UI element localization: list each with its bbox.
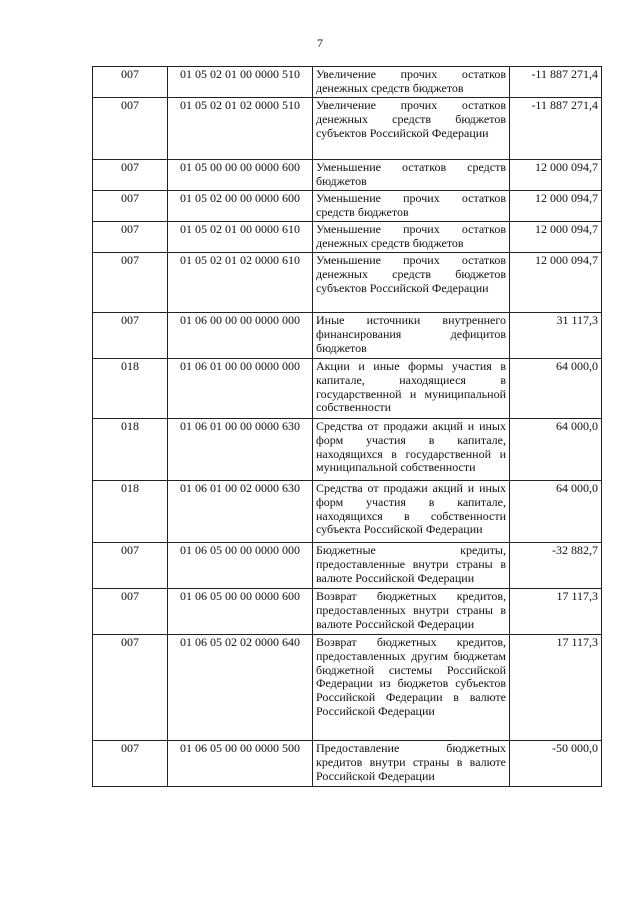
admin-code-cell: 007 xyxy=(93,741,168,787)
table-row xyxy=(93,419,602,481)
table-row xyxy=(93,67,602,98)
budget-classification-code-cell: 01 05 00 00 00 0000 600 xyxy=(168,160,313,191)
budget-classification-code-cell: 01 06 05 00 00 0000 000 xyxy=(168,543,313,589)
budget-classification-code-cell: 01 05 02 01 00 0000 610 xyxy=(168,222,313,253)
admin-code-cell: 007 xyxy=(93,253,168,313)
table-row xyxy=(93,313,602,359)
table-row xyxy=(93,359,602,419)
source-name-cell: Уменьшение прочих остатков денежных средств бюджетов субъектов Российской Федерации xyxy=(313,253,510,313)
amount-cell: 12 000 094,7 xyxy=(510,222,602,253)
admin-code-cell: 007 xyxy=(93,98,168,160)
amount-cell: -11 887 271,4 xyxy=(510,67,602,98)
source-name-cell: Увеличение прочих остатков денежных средств бюджетов xyxy=(313,67,510,98)
amount-cell: 12 000 094,7 xyxy=(510,191,602,222)
admin-code-cell: 007 xyxy=(93,313,168,359)
source-name-cell: Возврат бюджетных кредитов, предоставленных другим бюджетам бюджетной системы Российской Федерации из бюджетов субъектов Российской Федерации в валюте Российской Федерации xyxy=(313,635,510,741)
budget-classification-code-cell: 01 05 02 00 00 0000 600 xyxy=(168,191,313,222)
page-number: 7 xyxy=(317,36,323,50)
source-name-cell: Уменьшение прочих остатков денежных средств бюджетов xyxy=(313,222,510,253)
admin-code-cell: 018 xyxy=(93,419,168,481)
amount-cell: 12 000 094,7 xyxy=(510,160,602,191)
table-row xyxy=(93,222,602,253)
source-name-cell: Средства от продажи акций и иных форм участия в капитале, находящихся в собственности субъекта Российской Федерации xyxy=(313,481,510,543)
budget-classification-code-cell: 01 06 01 00 00 0000 630 xyxy=(168,419,313,481)
budget-classification-code-cell: 01 05 02 01 02 0000 610 xyxy=(168,253,313,313)
table-row xyxy=(93,253,602,313)
budget-classification-code-cell: 01 06 05 00 00 0000 600 xyxy=(168,589,313,635)
source-name-cell: Бюджетные кредиты, предоставленные внутри страны в валюте Российской Федерации xyxy=(313,543,510,589)
budget-classification-code-cell: 01 06 01 00 02 0000 630 xyxy=(168,481,313,543)
amount-cell: 64 000,0 xyxy=(510,481,602,543)
admin-code-cell: 007 xyxy=(93,589,168,635)
budget-classification-code-cell: 01 06 05 00 00 0000 500 xyxy=(168,741,313,787)
amount-cell: -32 882,7 xyxy=(510,543,602,589)
source-name-cell: Акции и иные формы участия в капитале, находящиеся в государственной и муниципальной собственности xyxy=(313,359,510,419)
source-name-cell: Иные источники внутреннего финансирования дефицитов бюджетов xyxy=(313,313,510,359)
admin-code-cell: 007 xyxy=(93,67,168,98)
admin-code-cell: 007 xyxy=(93,191,168,222)
budget-classification-code-cell: 01 06 01 00 00 0000 000 xyxy=(168,359,313,419)
source-name-cell: Возврат бюджетных кредитов, предоставленных внутри страны в валюте Российской Федерации xyxy=(313,589,510,635)
table-row xyxy=(93,543,602,589)
admin-code-cell: 007 xyxy=(93,160,168,191)
source-name-cell: Уменьшение прочих остатков средств бюджетов xyxy=(313,191,510,222)
table-row xyxy=(93,191,602,222)
admin-code-cell: 007 xyxy=(93,635,168,741)
amount-cell: 17 117,3 xyxy=(510,635,602,741)
admin-code-cell: 018 xyxy=(93,359,168,419)
amount-cell: 64 000,0 xyxy=(510,359,602,419)
table-row xyxy=(93,481,602,543)
amount-cell: 17 117,3 xyxy=(510,589,602,635)
amount-cell: 12 000 094,7 xyxy=(510,253,602,313)
source-name-cell: Уменьшение остатков средств бюджетов xyxy=(313,160,510,191)
amount-cell: -11 887 271,4 xyxy=(510,98,602,160)
budget-classification-code-cell: 01 06 05 02 02 0000 640 xyxy=(168,635,313,741)
source-name-cell: Предоставление бюджетных кредитов внутри страны в валюте Российской Федерации xyxy=(313,741,510,787)
source-name-cell: Средства от продажи акций и иных форм участия в капитале, находящихся в государственной и муниципальной собственности xyxy=(313,419,510,481)
budget-classification-code-cell: 01 06 00 00 00 0000 000 xyxy=(168,313,313,359)
amount-cell: 64 000,0 xyxy=(510,419,602,481)
budget-classification-code-cell: 01 05 02 01 02 0000 510 xyxy=(168,98,313,160)
table-row xyxy=(93,635,602,741)
budget-classification-code-cell: 01 05 02 01 00 0000 510 xyxy=(168,67,313,98)
admin-code-cell: 007 xyxy=(93,222,168,253)
table-body xyxy=(93,67,602,787)
source-name-cell: Увеличение прочих остатков денежных средств бюджетов субъектов Российской Федерации xyxy=(313,98,510,160)
amount-cell: -50 000,0 xyxy=(510,741,602,787)
table-row xyxy=(93,98,602,160)
table-row xyxy=(93,160,602,191)
table-row xyxy=(93,741,602,787)
admin-code-cell: 007 xyxy=(93,543,168,589)
admin-code-cell: 018 xyxy=(93,481,168,543)
budget-sources-table xyxy=(92,66,602,787)
amount-cell: 31 117,3 xyxy=(510,313,602,359)
table-row xyxy=(93,589,602,635)
